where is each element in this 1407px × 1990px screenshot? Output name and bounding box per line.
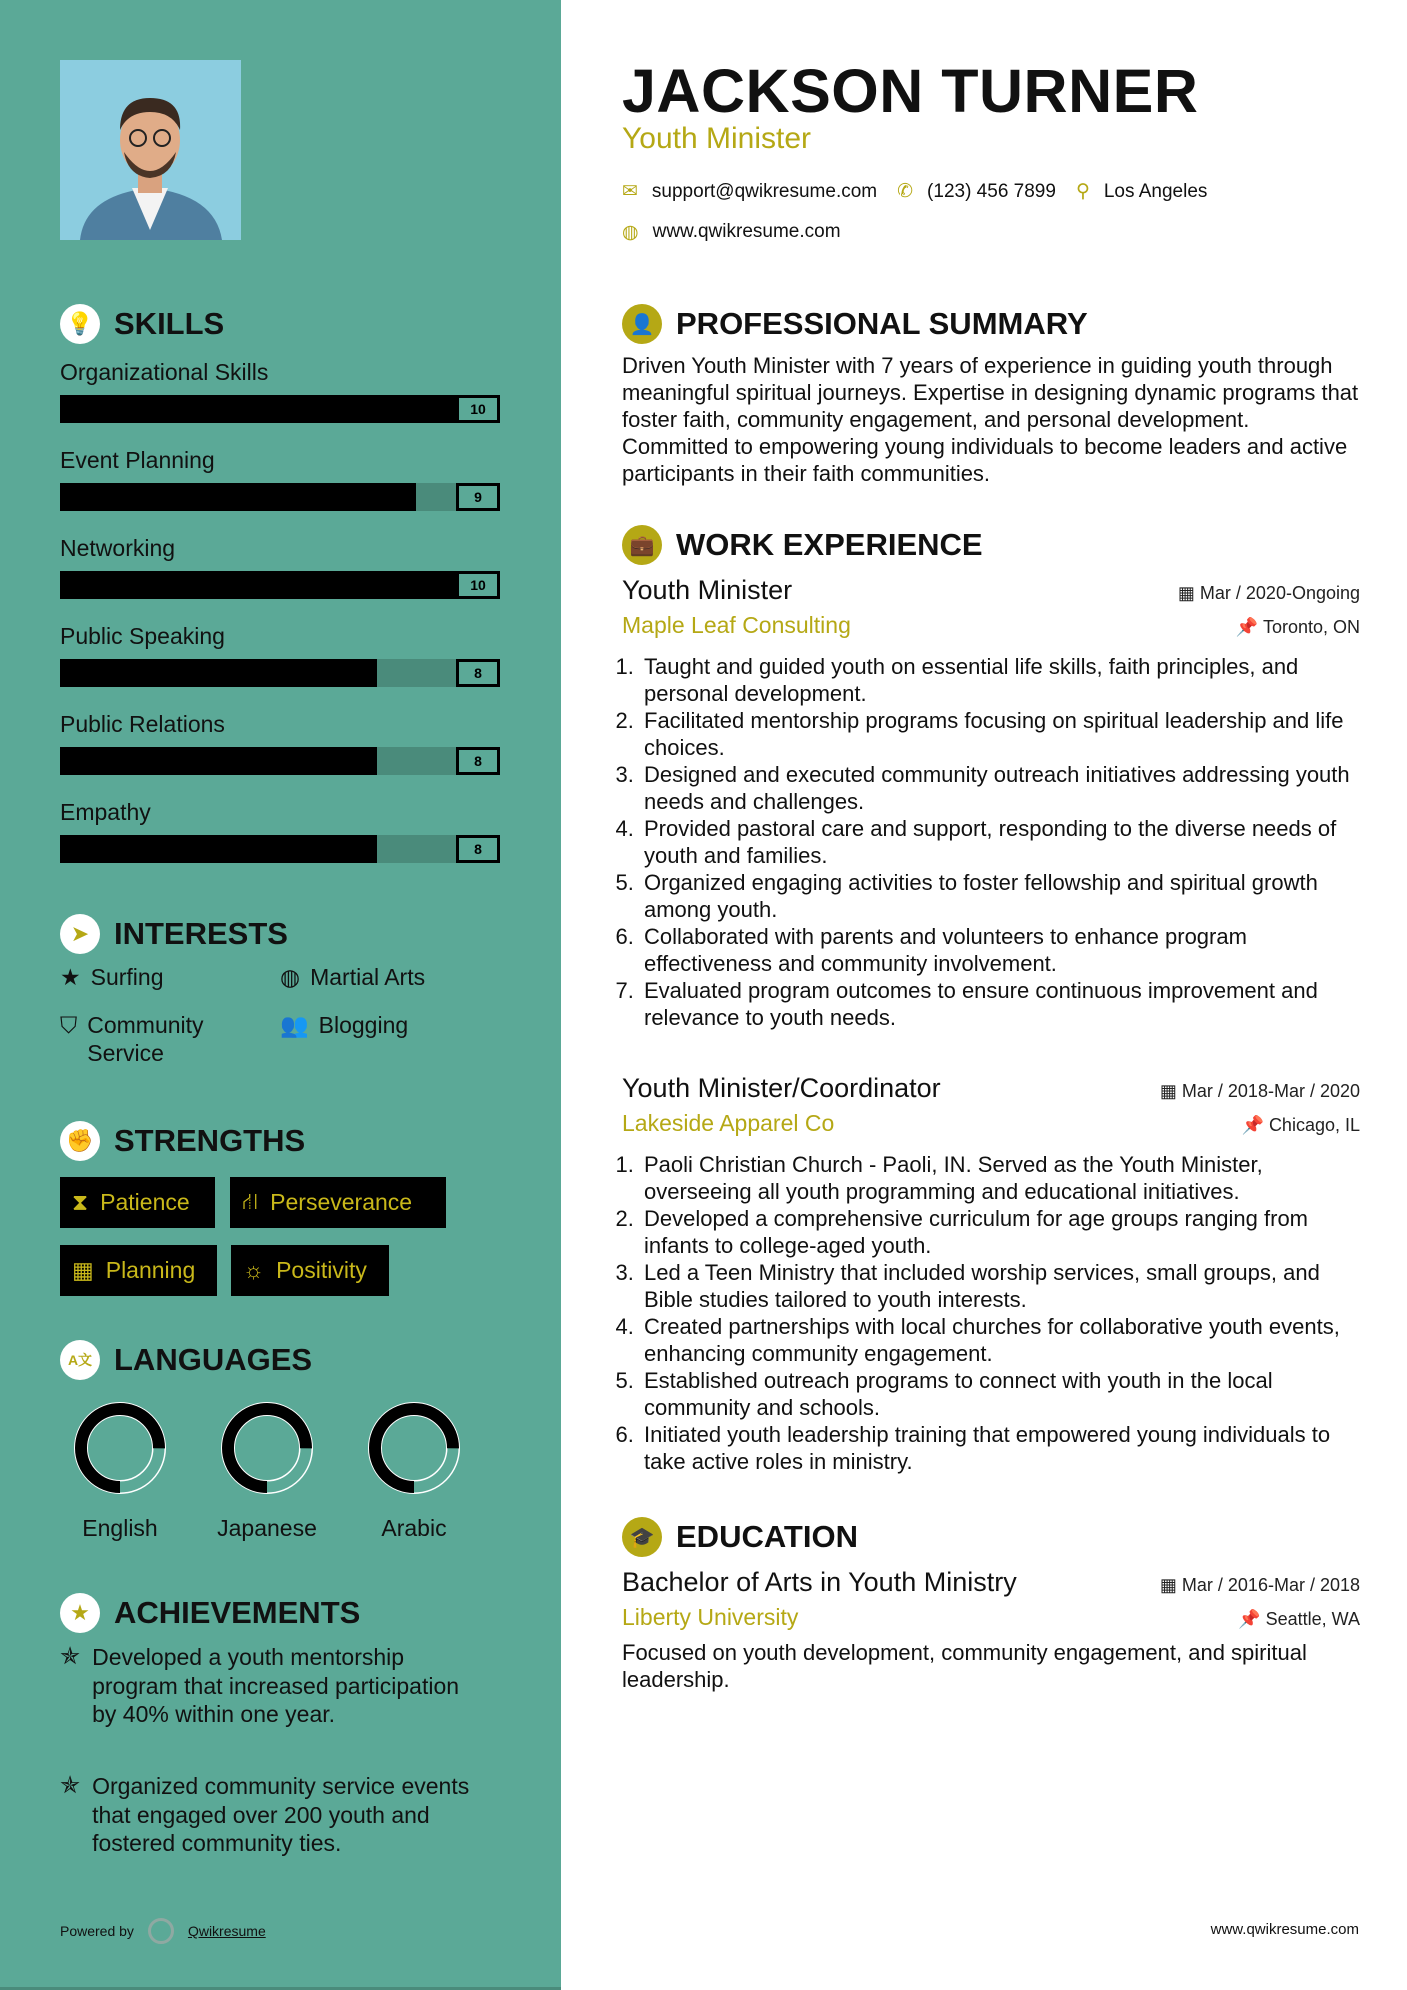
language-item <box>55 1400 185 1542</box>
bullet: 3. Led a Teen Ministry that included worship services, small groups, and Bible studies tailored to youth interests. <box>640 1259 1360 1313</box>
qwikresume-logo-icon <box>148 1918 174 1944</box>
calendar-icon: ▦ <box>72 1257 94 1283</box>
education-entry: Bachelor of Arts in Youth Ministry ▦ Mar / 2016-Mar / 2018 Liberty University 📌 Seattle, WA Focused on youth development, community engagement, and spiritual leadership. <box>622 1567 1360 1692</box>
language-donut <box>219 1400 315 1496</box>
location: Los Angeles <box>1103 180 1208 202</box>
phone: (123) 456 7899 <box>927 180 1056 202</box>
school: Liberty University <box>622 1604 799 1630</box>
strength-chip: ☼ Positivity <box>231 1245 389 1296</box>
pin-icon: 📌 <box>1235 617 1263 637</box>
skill-level-box: 10 <box>456 395 500 423</box>
skill-bar <box>60 571 500 599</box>
calendar-icon: ▦ <box>1177 583 1200 603</box>
star-icon: ✯ <box>60 1772 81 1799</box>
achievements-heading: ★ ACHIEVEMENTS <box>60 1593 360 1633</box>
summary-text: Driven Youth Minister with 7 years of experience in guiding youth through meaningful spiritual journeys. Expertise in designing dynamic programs that foster faith, community engagement, and personal development. Committed to empowering young individuals to become leaders and active participants in their faith communities. <box>622 353 1359 486</box>
skill-level-box: 8 <box>456 747 500 775</box>
star-badge-icon: ★ <box>60 1593 100 1633</box>
interests-heading: ➤ INTERESTS <box>60 914 288 954</box>
calendar-icon: ▦ <box>1159 1575 1182 1595</box>
language-name: English <box>82 1515 158 1541</box>
skill-name: Event Planning <box>60 447 215 473</box>
globe-icon: ◍ <box>280 964 301 990</box>
job-bullets <box>622 653 1360 1031</box>
strengths-heading: ✊ STRENGTHS <box>60 1121 305 1161</box>
company: Lakeside Apparel Co <box>622 1110 835 1136</box>
achievement-item: ✯ Developed a youth mentorship program that increased participation by 40% within one year. <box>60 1643 460 1727</box>
language-name: Arabic <box>381 1515 447 1541</box>
skill-item <box>60 623 500 687</box>
skill-name: Empathy <box>60 799 151 825</box>
skill-name: Organizational Skills <box>60 359 269 385</box>
degree: Bachelor of Arts in Youth Ministry <box>622 1567 1017 1597</box>
achievement-item: ✯ Organized community service events that engaged over 200 youth and fostered community ties. <box>60 1772 470 1856</box>
star-icon: ✯ <box>60 1643 81 1670</box>
shield-icon: ⛉ <box>60 1012 78 1038</box>
bullet: 5. Established outreach programs to connect with youth in the local community and schools. <box>640 1367 1360 1421</box>
bullet: 4. Provided pastoral care and support, responding to the diverse needs of youth and families. <box>640 815 1360 869</box>
profile-photo <box>60 60 241 240</box>
bullet: 2. Facilitated mentorship programs focusing on spiritual leadership and life choices. <box>640 707 1360 761</box>
job-entry: Youth Minister ▦ Mar / 2020-Ongoing Maple Leaf Consulting 📌 Toronto, ON 1. Taught and guided youth on essential life skills, faith principles, and personal development. 2. Facilitated mentorship programs focusing on spiritual leadership and life choices. 3. Designed and executed community outreach initiatives addressing youth needs and challenges. 4. Provided pastoral care and support, responding to the diverse needs of youth and families. 5. Organized engaging activities to foster fellowship and spiritual growth among youth. 6. Collaborated with parents and volunteers to enhance program effectiveness and community involvement. 7. Evaluated program outcomes to ensure continuous improvement and relevance to youth needs. <box>622 575 1360 1031</box>
powered-by: Powered by Qwikresume <box>60 1918 266 1944</box>
pin-icon: 📌 <box>1238 1609 1266 1629</box>
summary-heading: 👤 PROFESSIONAL SUMMARY <box>622 304 1360 344</box>
bullet: 3. Designed and executed community outreach initiatives addressing youth needs and challenges. <box>640 761 1360 815</box>
user-icon: 👤 <box>622 304 662 344</box>
pin-icon: 📌 <box>1241 1115 1269 1135</box>
interest-item: ★ Surfing <box>60 964 164 990</box>
bullet: 4. Created partnerships with local churches for collaborative youth events, enhancing community engagement. <box>640 1313 1360 1367</box>
job-title: Youth Minister <box>622 122 811 155</box>
skill-item <box>60 359 500 423</box>
website-row <box>622 221 841 244</box>
skill-bar <box>60 483 500 511</box>
job-title: Youth Minister <box>622 575 793 605</box>
interest-item: ⛉ Community Service <box>60 1012 204 1066</box>
website[interactable]: www.qwikresume.com <box>652 221 841 242</box>
email[interactable]: support@qwikresume.com <box>651 180 878 202</box>
translate-icon: A文 <box>60 1340 100 1380</box>
skill-level-box: 8 <box>456 835 500 863</box>
skill-item <box>60 711 500 775</box>
skill-item <box>60 799 500 863</box>
skill-bar <box>60 835 500 863</box>
skill-name: Public Relations <box>60 711 225 737</box>
bullet: 1. Paoli Christian Church - Paoli, IN. Served as the Youth Minister, overseeing all youth programming and educational initiatives. <box>640 1151 1360 1205</box>
map-pin-icon: ⚲ <box>1075 181 1090 202</box>
hourglass-icon: ⧗ <box>72 1189 89 1215</box>
experience-heading: 💼 WORK EXPERIENCE <box>622 525 1360 565</box>
skill-bar <box>60 747 500 775</box>
skill-bar-fill <box>60 659 377 687</box>
fist-icon: ✊ <box>60 1121 100 1161</box>
language-item <box>349 1400 479 1542</box>
language-donut <box>72 1400 168 1496</box>
skill-bar-fill <box>60 571 456 599</box>
qwikresume-link[interactable]: Qwikresume <box>187 1923 266 1939</box>
skill-bar-fill <box>60 747 377 775</box>
skill-bar <box>60 395 500 423</box>
skill-bar-fill <box>60 395 456 423</box>
sidebar <box>0 0 561 1990</box>
globe-icon: ◍ <box>622 222 639 243</box>
education-text: Focused on youth development, community engagement, and spiritual leadership. <box>622 1640 1307 1692</box>
bullet: 6. Collaborated with parents and volunteers to enhance program effectiveness and community involvement. <box>640 923 1360 977</box>
bullet: 5. Organized engaging activities to foster fellowship and spiritual growth among youth. <box>640 869 1360 923</box>
interest-item: 👥 Blogging <box>280 1012 409 1038</box>
paper-plane-icon: ➤ <box>60 914 100 954</box>
job-bullets <box>622 1151 1360 1475</box>
phone-icon: ✆ <box>897 181 914 202</box>
languages-heading: A文 LANGUAGES <box>60 1340 312 1380</box>
language-item <box>202 1400 332 1542</box>
skill-level-box: 10 <box>456 571 500 599</box>
graduation-cap-icon: 🎓 <box>622 1517 662 1557</box>
sun-icon: ☼ <box>243 1257 265 1283</box>
strength-chip: ⛙ Perseverance <box>230 1177 446 1228</box>
envelope-icon: ✉ <box>622 181 638 202</box>
job-entry: Youth Minister/Coordinator ▦ Mar / 2018-Mar / 2020 Lakeside Apparel Co 📌 Chicago, IL 1. Paoli Christian Church - Paoli, IN. Served as the Youth Minister, overseeing all youth programming and educational initiatives. 2. Developed a comprehensive curriculum for age groups ranging from infants to college-aged youth. 3. Led a Teen Ministry that included worship services, small groups, and Bible studies tailored to youth interests. 4. Created partnerships with local churches for collaborative youth events, enhancing community engagement. 5. Established outreach programs to connect with youth in the local community and schools. 6. Initiated youth leadership training that empowered young individuals to take active roles in ministry. <box>622 1073 1360 1475</box>
footer-website[interactable]: www.qwikresume.com <box>1210 1921 1359 1938</box>
skill-level-box: 8 <box>456 659 500 687</box>
bullet: 2. Developed a comprehensive curriculum for age groups ranging from infants to college-aged youth. <box>640 1205 1360 1259</box>
skill-name: Networking <box>60 535 176 561</box>
job-title: Youth Minister/Coordinator <box>622 1073 941 1103</box>
company: Maple Leaf Consulting <box>622 612 851 638</box>
bullet: 6. Initiated youth leadership training that empowered young individuals to take active roles in ministry. <box>640 1421 1360 1475</box>
education-heading: 🎓 EDUCATION <box>622 1517 1360 1557</box>
skill-bar-fill <box>60 483 416 511</box>
users-icon: 👥 <box>280 1012 309 1038</box>
calendar-icon: ▦ <box>1159 1081 1182 1101</box>
language-name: Japanese <box>217 1515 317 1541</box>
skill-bar <box>60 659 500 687</box>
skill-name: Public Speaking <box>60 623 225 649</box>
star-icon: ★ <box>60 964 81 990</box>
language-donut <box>366 1400 462 1496</box>
contact-row <box>622 180 1207 203</box>
lightbulb-icon: 💡 <box>60 304 100 344</box>
strength-chip: ▦ Planning <box>60 1245 217 1296</box>
briefcase-icon: 💼 <box>622 525 662 565</box>
candidate-name: JACKSON TURNER <box>622 57 1199 125</box>
skills-heading: 💡 SKILLS <box>60 304 224 344</box>
strength-chip: ⧗ Patience <box>60 1177 215 1228</box>
road-icon: ⛙ <box>242 1187 259 1214</box>
skill-item <box>60 535 500 599</box>
bullet: 1. Taught and guided youth on essential life skills, faith principles, and personal development. <box>640 653 1360 707</box>
skill-bar-fill <box>60 835 377 863</box>
interest-item: ◍ Martial Arts <box>280 964 426 990</box>
bullet: 7. Evaluated program outcomes to ensure continuous improvement and relevance to youth needs. <box>640 977 1360 1031</box>
skill-item <box>60 447 500 511</box>
skill-level-box: 9 <box>456 483 500 511</box>
